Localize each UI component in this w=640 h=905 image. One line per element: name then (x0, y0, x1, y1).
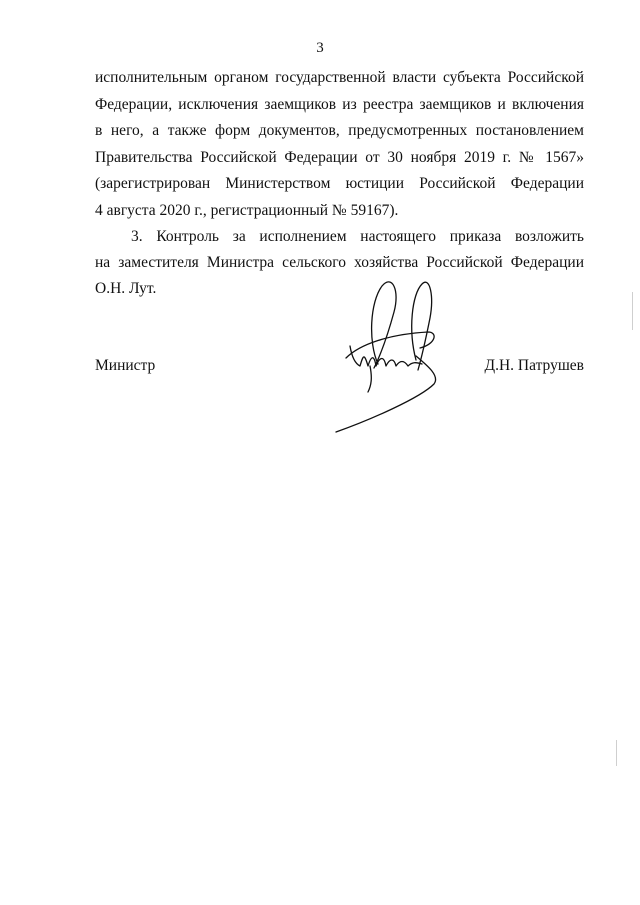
paragraph-line: Правительства Российской Федерации от 30 ноября 2019 г. № 1567» (95, 149, 584, 166)
position-title: Министр (95, 357, 156, 374)
paragraph-line: 3. Контроль за исполнением настоящего приказа возложить (131, 228, 584, 245)
scan-edge-mark (616, 740, 617, 766)
signatory-name: Д.Н. Патрушев (484, 357, 584, 374)
paragraph-line: в него, а также форм документов, предусмотренных постановлением (95, 122, 584, 139)
paragraph-line: (зарегистрирован Министерством юстиции Российской Федерации (95, 175, 584, 192)
paragraph-line: 4 августа 2020 г., регистрационный № 59167). (95, 202, 399, 219)
paragraph-line: на заместителя Министра сельского хозяйства Российской Федерации (95, 254, 584, 271)
paragraph-line: Федерации, исключения заемщиков из реестра заемщиков и включения (95, 96, 584, 113)
paragraph-line: исполнительным органом государственной власти субъекта Российской (95, 69, 584, 86)
scan-edge-mark (632, 292, 633, 330)
paragraph-line: О.Н. Лут. (95, 280, 157, 297)
handwritten-signature (330, 272, 450, 438)
page-number: 3 (316, 40, 324, 56)
